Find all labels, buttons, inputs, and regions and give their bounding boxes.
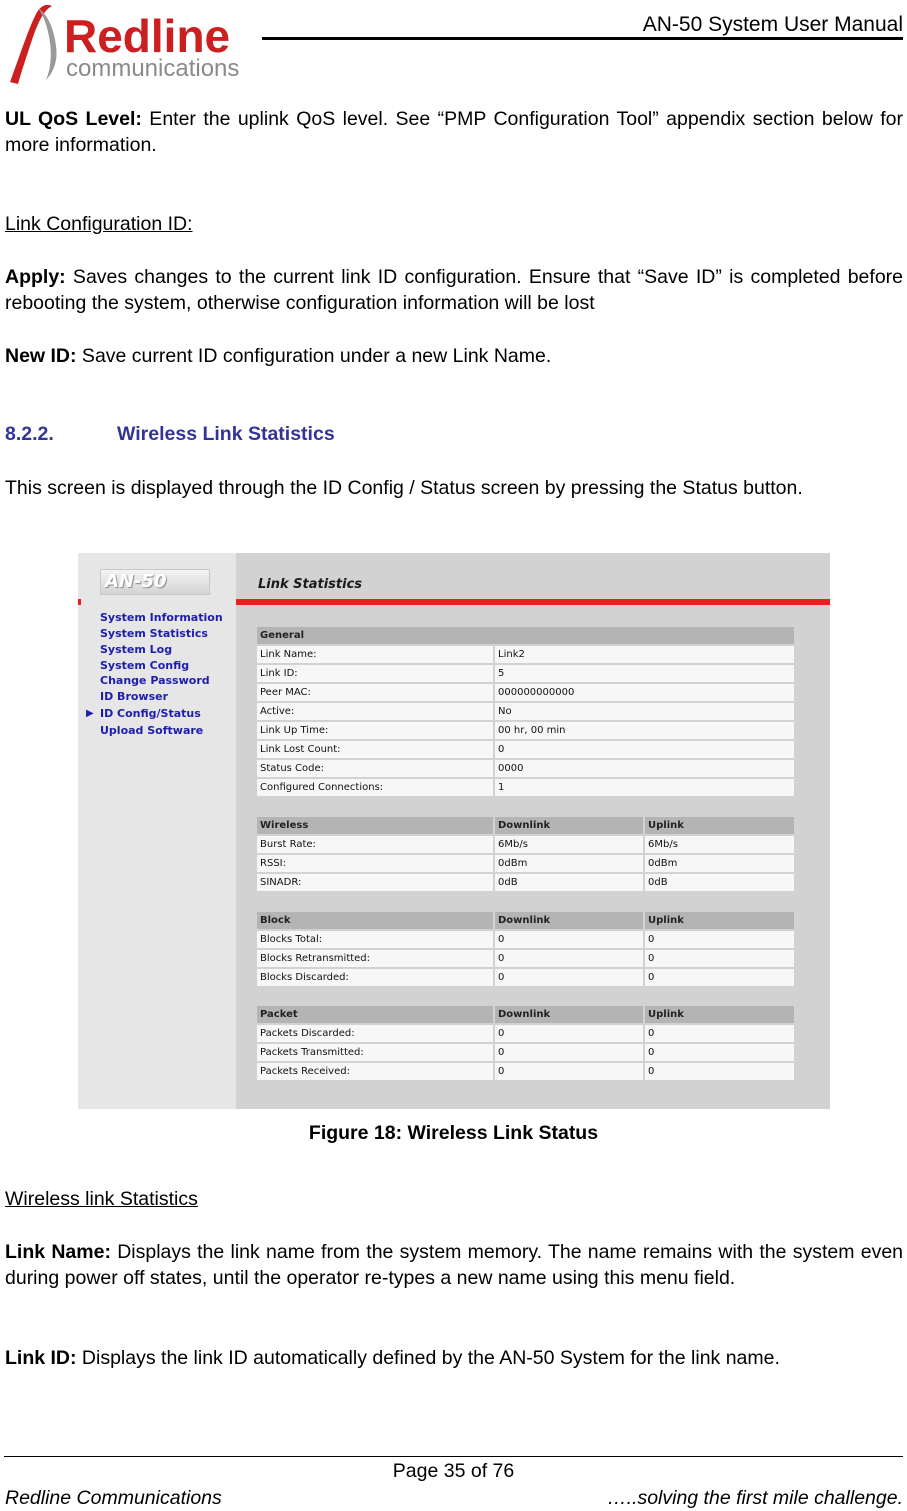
link-name-paragraph: Link Name: Displays the link name from the system memory. The name remains with the system even during power off states, until the operator re-types a new name using this menu field. <box>5 1241 904 1289</box>
main-panel <box>236 553 830 1109</box>
table-row: Link Name: Link2 <box>257 645 794 664</box>
header-rule <box>262 37 903 40</box>
wireless-table <box>257 816 794 892</box>
table-row: Link ID: 5 <box>257 664 794 683</box>
table-row: Blocks Retransmitted: 0 0 <box>257 949 794 968</box>
footer-company: Redline Communications <box>5 1487 222 1509</box>
intro-paragraph: This screen is displayed through the ID Config / Status screen by pressing the Status button. <box>5 477 803 499</box>
block-table <box>257 911 794 987</box>
table-header: Packet Downlink Uplink <box>257 1005 794 1024</box>
table-row: Link Lost Count: 0 <box>257 740 794 759</box>
nav-system-config[interactable]: System Config <box>100 659 190 672</box>
table-row: Packets Received: 0 0 <box>257 1062 794 1081</box>
figure-caption: Figure 18: Wireless Link Status <box>308 1122 599 1144</box>
table-header: Wireless Downlink Uplink <box>257 816 794 835</box>
section-number: 8.2.2. <box>5 423 54 445</box>
ul-qos-paragraph: UL QoS Level: Enter the uplink QoS level. See “PMP Configuration Tool” appendix section below for more information. <box>5 108 904 156</box>
new-id-paragraph: New ID: Save current ID configuration under a new Link Name. <box>5 345 552 367</box>
section-title: Wireless Link Statistics <box>117 423 335 445</box>
logo-name: Redline <box>64 10 231 62</box>
wls-heading: Wireless link Statistics <box>5 1188 198 1210</box>
nav-change-password[interactable]: Change Password <box>100 674 210 687</box>
title-red-bar <box>236 599 830 605</box>
nav-id-browser[interactable]: ID Browser <box>100 690 169 703</box>
nav-system-log[interactable]: System Log <box>100 643 173 656</box>
page-number: Page 35 of 76 <box>392 1460 515 1482</box>
table-row: Burst Rate: 6Mb/s 6Mb/s <box>257 835 794 854</box>
nav-system-information[interactable]: System Information <box>100 611 223 624</box>
table-row: Link Up Time: 00 hr, 00 min <box>257 721 794 740</box>
an50-brand: AN-50 <box>100 569 210 595</box>
link-config-heading: Link Configuration ID: <box>5 213 193 235</box>
table-row: Configured Connections: 1 <box>257 778 794 797</box>
packet-table <box>257 1005 794 1081</box>
table-header: Block Downlink Uplink <box>257 911 794 930</box>
nav-current-arrow-icon: ▶ <box>86 708 94 719</box>
link-statistics-screenshot <box>78 553 830 1109</box>
logo-sub: communications <box>66 55 240 82</box>
apply-paragraph: Apply: Saves changes to the current link ID configuration. Ensure that “Save ID” is completed before rebooting the system, otherwise configuration information will be lost <box>5 266 903 314</box>
table-row: Blocks Total: 0 0 <box>257 930 794 949</box>
table-row: Packets Discarded: 0 0 <box>257 1024 794 1043</box>
table-row: Active: No <box>257 702 794 721</box>
panel-title: Link Statistics <box>258 577 363 592</box>
table-row: SINADR: 0dB 0dB <box>257 873 794 892</box>
link-id-paragraph: Link ID: Displays the link ID automatically defined by the AN-50 System for the link name. <box>5 1347 780 1369</box>
table-row: RSSI: 0dBm 0dBm <box>257 854 794 873</box>
footer-rule <box>4 1456 903 1457</box>
table-header: General <box>257 626 794 645</box>
table-row: Status Code: 0000 <box>257 759 794 778</box>
table-row: Peer MAC: 000000000000 <box>257 683 794 702</box>
general-table <box>257 626 794 797</box>
table-row: Packets Transmitted: 0 0 <box>257 1043 794 1062</box>
redline-swoosh-icon <box>10 5 57 84</box>
nav-upload-software[interactable]: Upload Software <box>100 724 204 737</box>
nav-sidebar <box>78 553 236 1109</box>
redline-logo <box>2 0 260 88</box>
nav-system-statistics[interactable]: System Statistics <box>100 627 208 640</box>
table-row: Blocks Discarded: 0 0 <box>257 968 794 987</box>
manual-title: AN-50 System User Manual <box>642 13 903 36</box>
brand-red-mark <box>78 599 81 605</box>
footer-slogan: …..solving the first mile challenge. <box>607 1487 903 1509</box>
nav-id-config-status[interactable]: ID Config/Status <box>100 707 201 720</box>
